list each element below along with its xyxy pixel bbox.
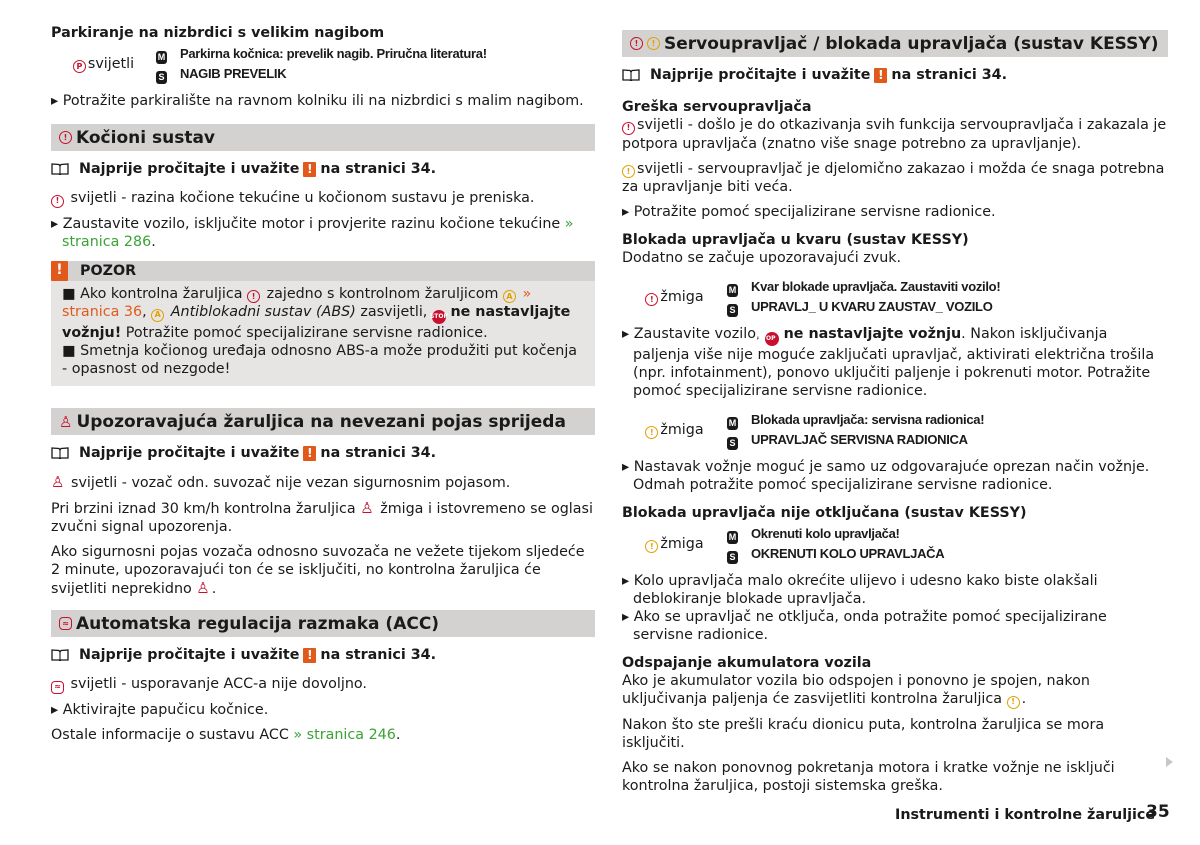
battery-p2: Nakon što ste prešli kraću dionicu puta, kontrolna žaruljica se mora isključiti. — [622, 716, 1105, 751]
book-icon — [51, 447, 69, 459]
brake-section-bar: ! Kočioni sustav — [51, 124, 595, 151]
display-m-icon: M — [157, 52, 166, 62]
servo-amber-desc: ! svijetli - servoupravljač je djelomično zakazao i možda će snaga potrebna za upravljanje biti veća. — [622, 160, 1165, 195]
servo-advice: ▸ Potražite pomoć specijalizirane servisne radionice. — [622, 204, 996, 220]
steering-warning-icon: ! — [645, 293, 658, 306]
not-unlocked-heading: Blokada upravljača nije otključana (sustav KESSY) — [622, 505, 1027, 521]
not-unlocked-advice-2: ▸ Ako se upravljač ne otključa, onda potražite pomoć specijalizirane servisne radionice. — [622, 609, 1107, 643]
display-m-icon: M — [728, 532, 737, 542]
warning-icon: ! — [51, 261, 68, 281]
belt-section-bar: ♙ Upozoravajuća žaruljica na nevezani pojas sprijeda — [51, 408, 595, 435]
steering-warning-icon: ! — [622, 165, 635, 178]
lock-fault-message: ! žmiga M Kvar blokade upravljača. Zaustaviti vozilo! S UPRAVLJ_ U KVARU ZAUSTAV_ VOZILO — [622, 277, 1168, 317]
read-first-note: Najprije pročitajte i uvažite ! na stranici 34. — [51, 646, 595, 664]
battery-p1: Ako je akumulator vozila bio odspojen i ponovno je spojen, nakon uključivanja paljenja će zasvijetliti kontrolna žaruljica ! . — [622, 673, 1090, 707]
steering-warning-icon: ! — [1007, 696, 1020, 709]
parking-heading: Parkiranje na nizbrdici s velikim nagibom — [51, 25, 385, 41]
continue-arrow-icon — [1166, 757, 1173, 767]
steering-warning-icon: ! — [645, 540, 658, 553]
brake-warning-icon: ! — [51, 195, 64, 208]
acc-warning-icon: ≈ — [51, 681, 64, 694]
seatbelt-icon: ♙ — [360, 499, 374, 517]
lock-service-message: ! žmiga M Blokada upravljača: servisna radionica! S UPRAVLJAČ SERVISNA RADIONICA — [622, 410, 1168, 450]
book-icon — [51, 649, 69, 661]
book-icon — [51, 163, 69, 175]
brake-advice: ▸ Zaustavite vozilo, isključite motor i provjerite razinu kočione tekućine » stranica 286. — [51, 215, 574, 250]
lock-fault-heading: Blokada upravljača u kvaru (sustav KESSY) — [622, 232, 969, 248]
warning-icon: ! — [303, 446, 316, 461]
book-icon — [622, 69, 640, 81]
belt-desc: ♙ svijetli - vozač odn. suvozač nije vezan sigurnosnim pojasom. — [51, 473, 511, 491]
belt-p2: Pri brzini iznad 30 km/h kontrolna žaruljica ♙ žmiga i istovremeno se oglasi zvučni signal upozorenja. — [51, 499, 593, 535]
acc-advice: ▸ Aktivirajte papučicu kočnice. — [51, 701, 269, 718]
warning-icon: ! — [303, 162, 316, 177]
steering-section-bar: ! ! Servoupravljač / blokada upravljača (sustav KESSY) — [622, 30, 1168, 57]
seatbelt-icon: ♙ — [51, 473, 65, 491]
seatbelt-icon: ♙ — [196, 579, 210, 597]
brake-warning-icon: ! — [59, 131, 72, 144]
footer-section-title: Instrumenti i kontrolne žaruljice — [895, 807, 1156, 823]
abs-warning-icon: A — [151, 309, 164, 322]
parking-advice: ▸ Potražite parkiralište na ravnom kolniku ili na nizbrdici s malim nagibom. — [51, 93, 584, 109]
lock-fault-sub: Dodatno se začuje upozoravajući zvuk. — [622, 250, 902, 266]
not-unlocked-advice-1: ▸ Kolo upravljača malo okrećite ulijevo i udesno kako biste olakšali deblokiranje blokade upravljača. — [622, 573, 1098, 607]
battery-p3: Ako se nakon ponovnog pokretanja motora i kratke vožnje ne isključi kontrolna žaruljica, postoji sistemska greška. — [622, 759, 1115, 794]
acc-desc: ≈ svijetli - usporavanje ACC-a nije dovoljno. — [51, 675, 595, 694]
right-column — [622, 30, 1168, 802]
warning-icon: ! — [874, 68, 887, 83]
abs-warning-icon: A — [503, 290, 516, 303]
read-first-note: Najprije pročitajte i uvažite ! na stranici 34. — [622, 66, 1168, 84]
seatbelt-icon: ♙ — [59, 412, 73, 431]
stop-icon: STOP — [432, 310, 446, 324]
lock-fault-advice: ▸ Zaustavite vozilo, STOP ne nastavljajte vožnju. Nakon isključivanja paljenja više nije moguće zaključati upravljač, aktivirati električna trošila (npr. infotainment), ponovo uključiti paljenje i pokrenuti motor. Potražite pomoć specijalizirane servisne radionice. — [622, 326, 1155, 399]
not-unlocked-message: ! žmiga M Okrenuti kolo upravljača! S OKRENUTI KOLO UPRAVLJAČA — [622, 524, 1168, 564]
page-link[interactable]: » stranica 36 — [62, 285, 532, 320]
parking-message: P svijetli M Parkirna kočnica: prevelik nagib. Priručna literatura! S NAGIB PREVELIK — [51, 44, 595, 84]
warning-icon: ! — [303, 648, 316, 663]
steering-warning-icon: ! — [647, 37, 660, 50]
display-m-icon: M — [728, 285, 737, 295]
steering-warning-icon: ! — [630, 37, 643, 50]
read-first-note: Najprije pročitajte i uvažite ! na stranici 34. — [51, 444, 595, 462]
servo-fault-heading: Greška servoupravljača — [622, 99, 812, 115]
parking-brake-warning-icon: P — [73, 60, 86, 73]
belt-p3: Ako sigurnosni pojas vozača odnosno suvozača ne vežete tijekom sljedeće 2 minute, upozoravajući ton će se isključiti, no kontrolna žaruljica će svijetliti neprekidno ♙ . — [51, 544, 585, 597]
battery-heading: Odspajanje akumulatora vozila — [622, 655, 872, 671]
page-link[interactable]: » stranica 246 — [293, 726, 396, 743]
page-number: 35 — [1146, 802, 1170, 822]
steering-warning-icon: ! — [622, 122, 635, 135]
display-s-icon: S — [727, 551, 738, 564]
brake-warning-icon: ! — [247, 290, 260, 303]
read-first-note: Najprije pročitajte i uvažite ! na stranici 34. — [51, 160, 595, 178]
steering-warning-icon: ! — [645, 426, 658, 439]
display-m-icon: M — [728, 418, 737, 428]
acc-warning-icon: ≈ — [59, 617, 72, 630]
acc-more: Ostale informacije o sustavu ACC » stranica 246. — [51, 726, 401, 743]
brake-desc: ! svijetli - razina kočione tekućine u kočionom sustavu je preniska. — [51, 189, 595, 208]
acc-section-bar: ≈ Automatska regulacija razmaka (ACC) — [51, 610, 595, 637]
display-s-icon: S — [156, 71, 167, 84]
lock-service-advice: ▸ Nastavak vožnje moguć je samo uz odgovarajuće oprezan način vožnje. Odmah potražite pomoć specijalizirane servisne radionice. — [622, 459, 1150, 493]
servo-red-desc: ! svijetli - došlo je do otkazivanja svih funkcija servoupravljača i zakazala je potpora upravljača (znatno više snage potrebno za upravljanje). — [622, 117, 1167, 152]
stop-icon: STOP — [765, 332, 779, 346]
display-s-icon: S — [727, 437, 738, 450]
caution-box: ! POZOR ■ Ako kontrolna žaruljica ! zajedno s kontrolnom žaruljicom A » stranica 36, A Antiblokadni sustav (ABS) zasvijetli, STOP ne nastavljajte vožnju! Potražite pomoć specijalizirane servisne radionice. ■ Smetnja kočionog uređaja odnosno ABS-a može produžiti put kočenja - opasnost od nezgode! — [51, 261, 595, 387]
left-column — [51, 24, 595, 751]
display-s-icon: S — [727, 304, 738, 317]
page-link[interactable]: » stranica 286 — [62, 215, 574, 250]
